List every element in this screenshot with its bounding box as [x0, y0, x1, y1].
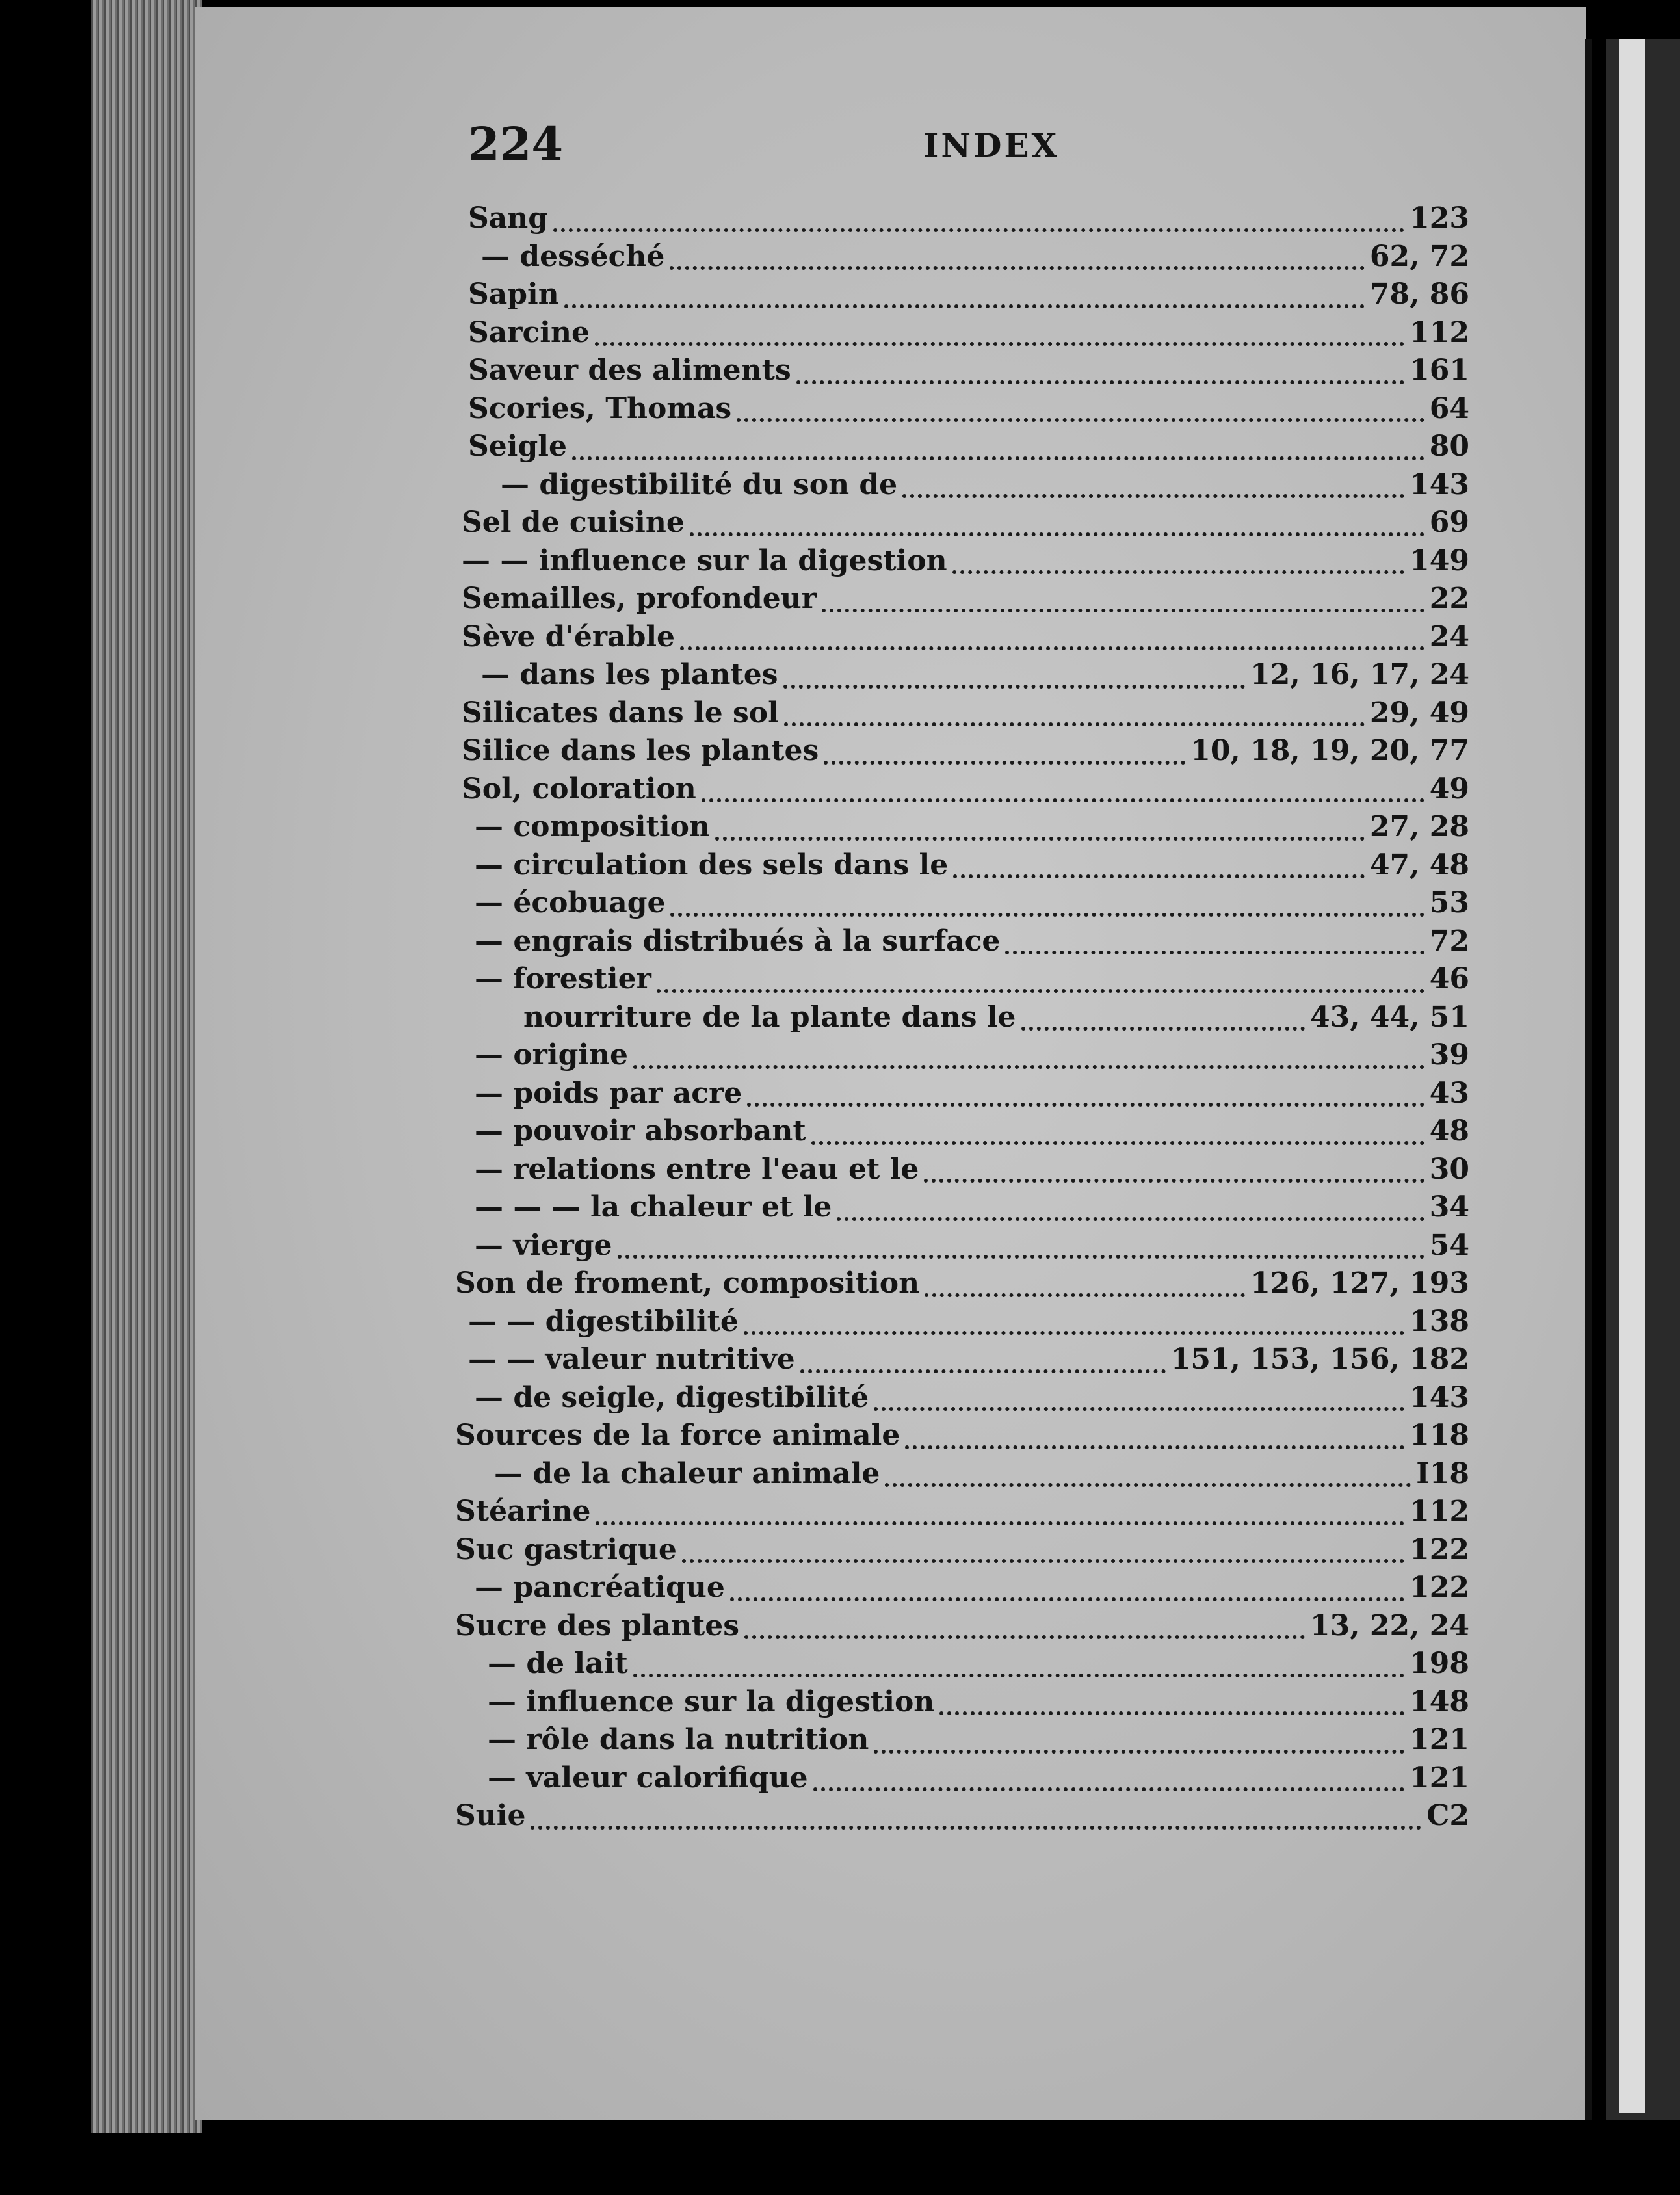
- index-page-refs: 29, 49: [1369, 696, 1469, 729]
- index-entry: [455, 1153, 1469, 1191]
- index-term: Semailles, profondeur: [462, 582, 817, 615]
- index-page-refs: 49: [1429, 772, 1469, 806]
- index-page-refs: 30: [1429, 1152, 1469, 1186]
- index-entry: [455, 1761, 1469, 1800]
- index-page-refs: 151, 153, 156, 182: [1170, 1343, 1469, 1376]
- index-page-refs: 69: [1429, 506, 1469, 539]
- index-page-refs: 122: [1410, 1532, 1469, 1566]
- index-page-refs: I18: [1416, 1456, 1469, 1490]
- dot-leader: [784, 716, 1365, 726]
- dot-leader: [690, 526, 1424, 536]
- index-entry: [455, 1799, 1469, 1837]
- index-term: — de la chaleur animale: [494, 1456, 880, 1490]
- index-entry: [455, 1647, 1469, 1685]
- index-entry: [455, 658, 1469, 696]
- index-term: Sarcine: [468, 315, 590, 349]
- index-page-refs: 34: [1429, 1190, 1469, 1224]
- index-term: — relations entre l'eau et le: [475, 1152, 919, 1186]
- index-page-refs: 54: [1429, 1228, 1469, 1262]
- dot-leader: [800, 1363, 1166, 1373]
- index-page-refs: 138: [1410, 1304, 1469, 1338]
- dot-leader: [595, 335, 1404, 346]
- dot-leader: [811, 1135, 1424, 1145]
- index-page-refs: 24: [1429, 620, 1469, 653]
- index-term: — — valeur nutritive: [468, 1343, 795, 1376]
- dot-leader: [925, 1287, 1245, 1297]
- index-entry: [455, 1609, 1469, 1648]
- index-term: — engrais distribués à la surface: [475, 924, 1001, 958]
- index-page-refs: 10, 18, 19, 20, 77: [1190, 734, 1469, 767]
- index-term: Silice dans les plantes: [462, 734, 819, 767]
- dot-leader: [596, 1515, 1404, 1525]
- index-term: — vierge: [475, 1228, 612, 1262]
- dot-leader: [572, 450, 1424, 460]
- index-entry: [455, 1381, 1469, 1419]
- index-page-refs: 78, 86: [1369, 278, 1469, 311]
- dot-leader: [905, 1439, 1404, 1449]
- index-page-refs: 43, 44, 51: [1310, 1000, 1469, 1034]
- dot-leader: [633, 1058, 1424, 1069]
- index-entry: [455, 1457, 1469, 1495]
- dot-leader: [633, 1667, 1404, 1677]
- dot-leader: [730, 1591, 1404, 1601]
- index-page-refs: 12, 16, 17, 24: [1250, 658, 1469, 691]
- index-entry: [455, 734, 1469, 772]
- dot-leader: [680, 640, 1424, 650]
- index-entry: [455, 240, 1469, 278]
- index-entry: [455, 1077, 1469, 1115]
- book-page-edges: [91, 0, 202, 2133]
- dot-leader: [822, 602, 1424, 612]
- dot-leader: [737, 412, 1424, 422]
- index-term: — de seigle, digestibilité: [475, 1380, 869, 1414]
- index-entry: [455, 316, 1469, 354]
- index-term: — circulation des sels dans le: [475, 848, 949, 882]
- running-head: INDEX: [923, 126, 1060, 164]
- index-term: — valeur calorifique: [488, 1761, 808, 1794]
- dot-leader: [924, 1172, 1424, 1183]
- next-page-strip: [1619, 39, 1645, 2113]
- index-term: — origine: [475, 1038, 629, 1071]
- index-term: — écobuage: [475, 886, 666, 919]
- index-entry: [455, 1229, 1469, 1267]
- index-page-refs: 143: [1410, 467, 1469, 501]
- index-entry: [455, 1685, 1469, 1724]
- index-page-refs: 123: [1410, 202, 1469, 235]
- index-page-refs: 48: [1429, 1114, 1469, 1148]
- index-term: Stéarine: [455, 1495, 591, 1528]
- index-page-refs: 161: [1410, 354, 1469, 387]
- index-term: Son de froment, composition: [455, 1267, 920, 1300]
- index-entry: [455, 772, 1469, 811]
- index-term: — de lait: [488, 1647, 628, 1680]
- index-term: — — influence sur la digestion: [462, 544, 947, 577]
- index-term: — desséché: [481, 239, 665, 273]
- page-header: [468, 117, 1092, 176]
- page-gutter: [1585, 39, 1592, 2120]
- index-page-refs: 198: [1410, 1647, 1469, 1680]
- dot-leader: [682, 1553, 1404, 1563]
- index-entry: [455, 544, 1469, 583]
- index-page-refs: 112: [1410, 1495, 1469, 1528]
- index-page-refs: 22: [1429, 582, 1469, 615]
- index-page-refs: 46: [1429, 962, 1469, 995]
- index-entry: [455, 1571, 1469, 1609]
- index-term: Saveur des aliments: [468, 354, 791, 387]
- index-page-refs: 149: [1410, 544, 1469, 577]
- index-page-refs: 62, 72: [1369, 239, 1469, 273]
- index-page-refs: 53: [1429, 886, 1469, 919]
- index-entry: [455, 1267, 1469, 1305]
- index-term: — rôle dans la nutrition: [488, 1723, 869, 1756]
- dot-leader: [953, 868, 1365, 878]
- index-page-refs: 122: [1410, 1571, 1469, 1604]
- index-term: — — digestibilité: [468, 1304, 739, 1338]
- index-entry: [455, 886, 1469, 925]
- index-page-refs: 121: [1410, 1761, 1469, 1794]
- index-term: — poids par acre: [475, 1076, 742, 1110]
- index-page-refs: 72: [1429, 924, 1469, 958]
- index-entry: [455, 392, 1469, 430]
- index-term: — dans les plantes: [481, 658, 778, 691]
- index-list: [455, 202, 1469, 1837]
- index-entry: [455, 810, 1469, 848]
- index-page-refs: 27, 28: [1369, 810, 1469, 843]
- index-term: Suie: [455, 1799, 526, 1832]
- index-entry: [455, 1001, 1469, 1039]
- dot-leader: [744, 1629, 1305, 1639]
- index-term: — pancréatique: [475, 1571, 725, 1604]
- index-page-refs: 39: [1429, 1038, 1469, 1071]
- index-entry: [455, 1038, 1469, 1077]
- dot-leader: [715, 830, 1365, 841]
- index-entry: [455, 582, 1469, 620]
- index-term: Silicates dans le sol: [462, 696, 779, 729]
- index-page-refs: 47, 48: [1369, 848, 1469, 882]
- index-entry: [455, 962, 1469, 1001]
- dot-leader: [670, 259, 1365, 270]
- index-entry: [455, 620, 1469, 659]
- index-term: — composition: [475, 810, 710, 843]
- dot-leader: [939, 1705, 1404, 1715]
- index-page-refs: 126, 127, 193: [1250, 1267, 1469, 1300]
- index-page-refs: C2: [1426, 1799, 1469, 1832]
- dot-leader: [813, 1781, 1405, 1791]
- index-term: nourriture de la plante dans le: [523, 1000, 1016, 1034]
- index-page-refs: 118: [1410, 1419, 1469, 1452]
- index-term: Seigle: [468, 430, 567, 463]
- dot-leader: [1021, 1020, 1306, 1031]
- index-term: Sapin: [468, 278, 559, 311]
- index-entry: [455, 430, 1469, 468]
- dot-leader: [874, 1400, 1404, 1411]
- index-term: Sang: [468, 202, 549, 235]
- index-term: Sources de la force animale: [455, 1419, 900, 1452]
- dot-leader: [670, 906, 1424, 917]
- index-page-refs: 112: [1410, 315, 1469, 349]
- index-term: Sol, coloration: [462, 772, 696, 806]
- index-entry: [455, 1343, 1469, 1381]
- index-entry: [455, 925, 1469, 963]
- index-term: Suc gastrique: [455, 1532, 677, 1566]
- dot-leader: [796, 374, 1404, 384]
- index-entry: [455, 696, 1469, 735]
- index-page-refs: 121: [1410, 1723, 1469, 1756]
- index-entry: [455, 1305, 1469, 1343]
- index-term: Scories, Thomas: [468, 391, 732, 425]
- dot-leader: [824, 754, 1185, 765]
- dot-leader: [874, 1743, 1404, 1754]
- dot-leader: [885, 1477, 1411, 1487]
- dot-leader: [657, 982, 1424, 993]
- index-term: — digestibilité du son de: [501, 467, 898, 501]
- dot-leader: [747, 1096, 1424, 1107]
- index-entry: [455, 1495, 1469, 1533]
- index-entry: [455, 1723, 1469, 1761]
- index-term: — — — la chaleur et le: [475, 1190, 832, 1224]
- index-page-refs: 148: [1410, 1685, 1469, 1718]
- dot-leader: [702, 792, 1424, 802]
- index-term: — influence sur la digestion: [488, 1685, 935, 1718]
- index-term: — forestier: [475, 962, 651, 995]
- index-entry: [455, 1190, 1469, 1229]
- index-page-refs: 143: [1410, 1380, 1469, 1414]
- dot-leader: [837, 1211, 1424, 1221]
- dot-leader: [1005, 944, 1424, 954]
- index-entry: [455, 1419, 1469, 1457]
- index-term: Sucre des plantes: [455, 1609, 739, 1642]
- dot-leader: [952, 564, 1405, 574]
- dot-leader: [783, 678, 1246, 689]
- index-entry: [455, 202, 1469, 240]
- index-page-refs: 43: [1429, 1076, 1469, 1110]
- index-entry: [455, 1533, 1469, 1571]
- index-page-refs: 13, 22, 24: [1310, 1609, 1469, 1642]
- dot-leader: [531, 1819, 1421, 1830]
- index-entry: [455, 354, 1469, 392]
- index-entry: [455, 278, 1469, 316]
- index-term: Sève d'érable: [462, 620, 676, 653]
- index-page-refs: 80: [1429, 430, 1469, 463]
- index-entry: [455, 468, 1469, 506]
- dot-leader: [564, 298, 1365, 308]
- index-entry: [455, 848, 1469, 887]
- dot-leader: [744, 1324, 1404, 1335]
- index-entry: [455, 1114, 1469, 1153]
- dot-leader: [618, 1248, 1424, 1259]
- dot-leader: [553, 222, 1404, 232]
- index-term: — pouvoir absorbant: [475, 1114, 806, 1148]
- index-entry: [455, 506, 1469, 544]
- index-term: Sel de cuisine: [462, 506, 685, 539]
- dot-leader: [902, 488, 1404, 498]
- page-number: 224: [468, 117, 564, 171]
- index-page-refs: 64: [1429, 391, 1469, 425]
